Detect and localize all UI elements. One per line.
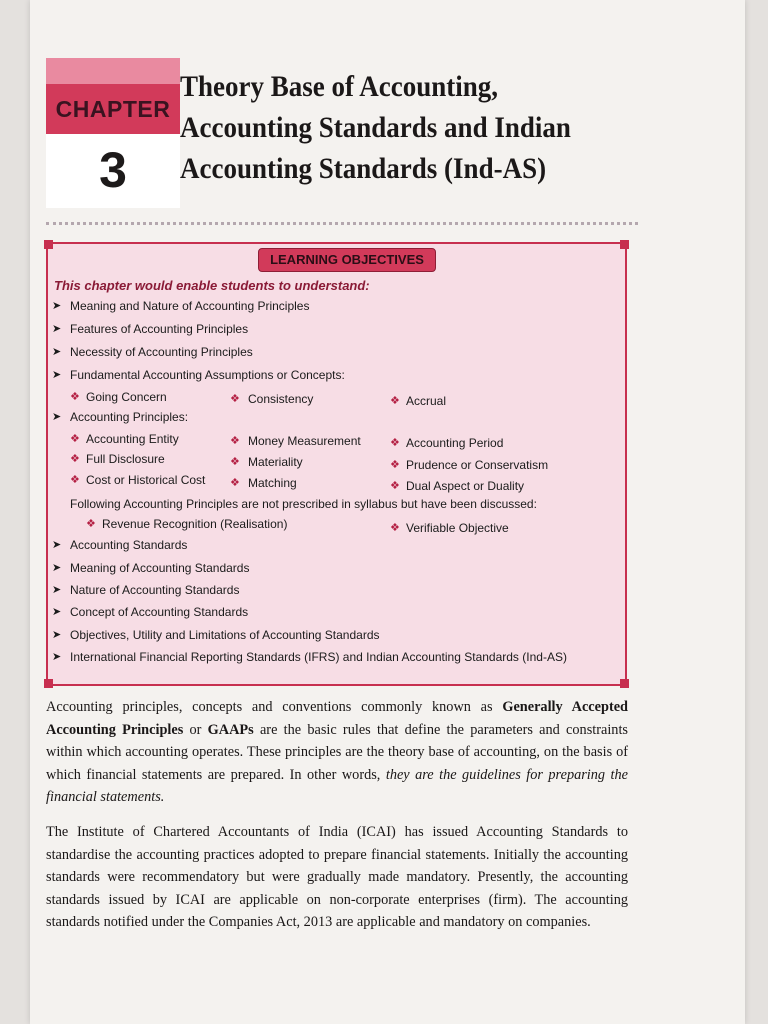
principle-item: Revenue Recognition (Realisation) xyxy=(102,517,288,531)
diamond-bullet-icon: ❖ xyxy=(230,477,240,489)
objective-item: Features of Accounting Principles xyxy=(70,322,249,336)
principle-item: Materiality xyxy=(248,455,303,469)
arrow-bullet-icon: ➤ xyxy=(52,562,62,574)
concept-item: Going Concern xyxy=(86,390,167,404)
objective-item: Meaning of Accounting Standards xyxy=(70,561,250,575)
arrow-bullet-icon: ➤ xyxy=(52,629,62,641)
book-page xyxy=(30,0,745,1024)
diamond-bullet-icon: ❖ xyxy=(70,474,80,486)
arrow-bullet-icon: ➤ xyxy=(52,323,62,335)
diamond-bullet-icon: ❖ xyxy=(70,453,80,465)
diamond-bullet-icon: ❖ xyxy=(230,456,240,468)
objective-item: Accounting Standards xyxy=(70,538,188,552)
chapter-title-line: Accounting Standards (Ind-AS) xyxy=(180,152,547,185)
principle-item: Prudence or Conservatism xyxy=(406,458,549,472)
objective-item: Objectives, Utility and Limitations of Accounting Standards xyxy=(70,628,380,642)
objective-item: Necessity of Accounting Principles xyxy=(70,345,253,359)
learning-objectives-box xyxy=(46,242,627,686)
concept-item: Consistency xyxy=(248,392,314,406)
bold-term: GAAPs xyxy=(207,721,254,738)
objective-item: Meaning and Nature of Accounting Principles xyxy=(70,299,310,313)
text-run: Accounting principles, concepts and conventions commonly known as xyxy=(46,699,503,715)
chapter-number: 3 xyxy=(99,142,127,198)
principle-item: Cost or Historical Cost xyxy=(86,473,206,487)
diamond-bullet-icon: ❖ xyxy=(86,518,96,530)
dotted-divider xyxy=(46,222,638,225)
objective-item: International Financial Reporting Standards (IFRS) and Indian Accounting Standards (Ind-AS) xyxy=(70,650,567,664)
corner-ornament xyxy=(620,679,629,688)
objective-item: Fundamental Accounting Assumptions or Concepts: xyxy=(70,368,345,382)
learning-objectives-intro: This chapter would enable students to understand: xyxy=(54,278,370,293)
text-run: or xyxy=(183,721,208,738)
chapter-title-line: Theory Base of Accounting, xyxy=(180,70,499,103)
arrow-bullet-icon: ➤ xyxy=(52,411,62,423)
arrow-bullet-icon: ➤ xyxy=(52,539,62,551)
learning-objectives-heading: LEARNING OBJECTIVES xyxy=(258,248,436,272)
diamond-bullet-icon: ❖ xyxy=(70,391,80,403)
text-run: are the basic rules that define the parameters and constraints within which accounting operates. These principles are the theory base of accounting, on the basis of which financial statements are prepared. In other words, xyxy=(46,721,628,783)
arrow-bullet-icon: ➤ xyxy=(52,606,62,618)
principle-item: Dual Aspect or Duality xyxy=(406,479,525,493)
corner-ornament xyxy=(44,679,53,688)
arrow-bullet-icon: ➤ xyxy=(52,651,62,663)
diamond-bullet-icon: ❖ xyxy=(390,522,400,534)
principle-item: Full Disclosure xyxy=(86,452,165,466)
chapter-block xyxy=(46,58,180,208)
arrow-bullet-icon: ➤ xyxy=(52,584,62,596)
body-text xyxy=(46,696,628,946)
chapter-title xyxy=(180,66,594,189)
principle-item: Money Measurement xyxy=(248,434,361,448)
diamond-bullet-icon: ❖ xyxy=(390,437,400,449)
arrow-bullet-icon: ➤ xyxy=(52,300,62,312)
bold-term: Generally Accepted Accounting Principles xyxy=(46,699,629,738)
objective-item: Concept of Accounting Standards xyxy=(70,605,249,619)
arrow-bullet-icon: ➤ xyxy=(52,346,62,358)
corner-ornament xyxy=(44,240,53,249)
concept-item: Accrual xyxy=(406,394,447,408)
objective-item: Nature of Accounting Standards xyxy=(70,583,240,597)
corner-ornament xyxy=(620,240,629,249)
chapter-label: CHAPTER xyxy=(46,84,180,134)
principle-item: Accounting Period xyxy=(406,436,504,450)
objective-item: Accounting Principles: xyxy=(70,410,189,424)
chapter-title-line: Accounting Standards and Indian xyxy=(180,111,571,144)
italic-phrase: they are the guidelines for preparing the financial statements. xyxy=(46,766,628,806)
diamond-bullet-icon: ❖ xyxy=(230,393,240,405)
diamond-bullet-icon: ❖ xyxy=(390,395,400,407)
diamond-bullet-icon: ❖ xyxy=(70,433,80,445)
diamond-bullet-icon: ❖ xyxy=(390,459,400,471)
paragraph xyxy=(46,696,628,809)
arrow-bullet-icon: ➤ xyxy=(52,369,62,381)
paragraph: The Institute of Chartered Accountants of India (ICAI) has issued Accounting Standards to standardise the accounting practices adopted to prepare financial statements. Initially the accounting standards were recommendatory but were gradually made mandatory. Presently, the accounting standards issued by ICAI are applicable on non-corporate enterprises (firm). The accounting standards notified under the Companies Act, 2013 are applicable and mandatory on companies. xyxy=(46,823,628,931)
chapter-label-band xyxy=(46,58,180,84)
principle-item: Matching xyxy=(248,476,297,490)
diamond-bullet-icon: ❖ xyxy=(390,480,400,492)
principle-item: Accounting Entity xyxy=(86,432,179,446)
diamond-bullet-icon: ❖ xyxy=(230,435,240,447)
not-prescribed-note: Following Accounting Principles are not prescribed in syllabus but have been discussed: xyxy=(70,497,537,511)
principle-item: Verifiable Objective xyxy=(406,521,509,535)
